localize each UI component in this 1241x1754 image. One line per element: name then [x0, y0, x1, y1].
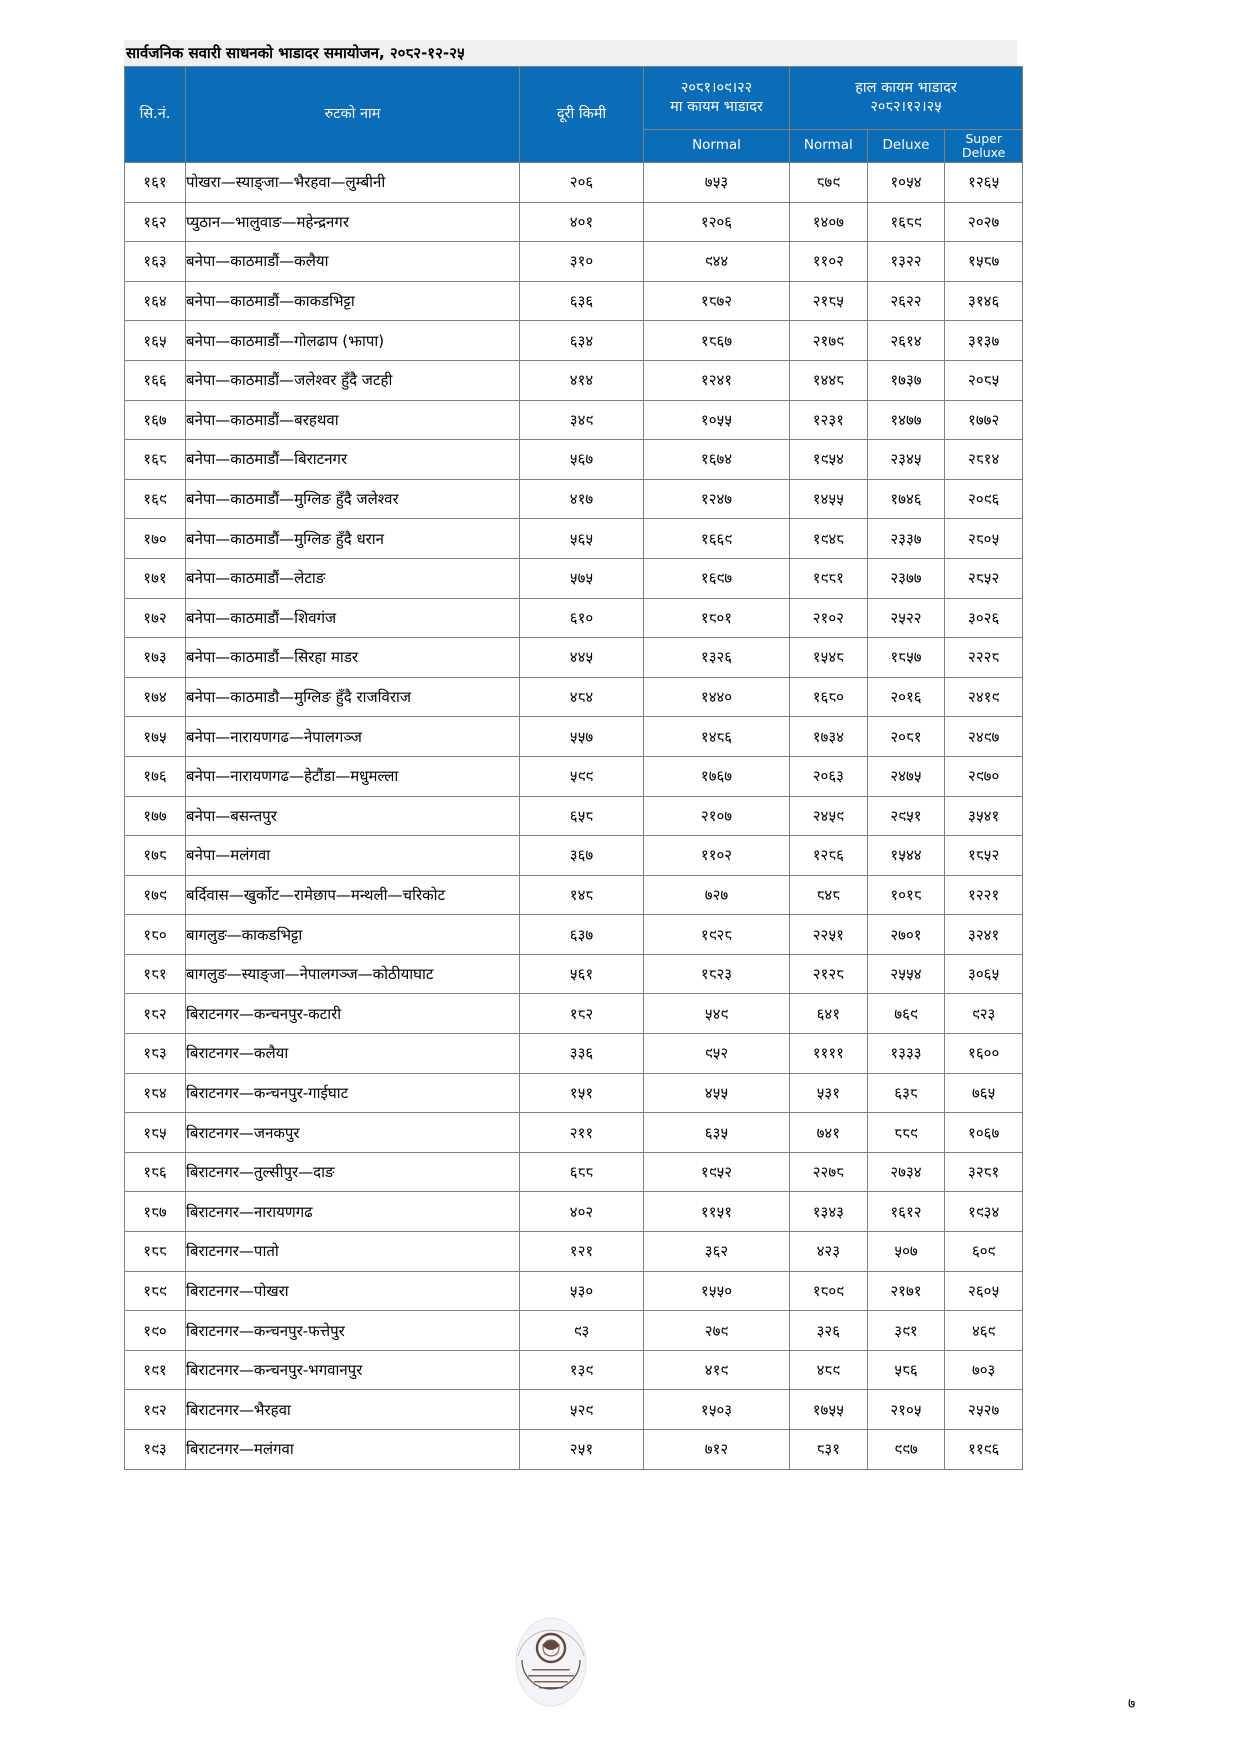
cell-old-normal-fare: १२४१ [644, 360, 790, 400]
cell-old-normal-fare: १६९७ [644, 558, 790, 598]
cell-distance: ५३० [520, 1271, 644, 1311]
cell-new-deluxe-fare: १७३७ [867, 360, 945, 400]
table-header [125, 67, 1023, 163]
cell-old-normal-fare: १५५० [644, 1271, 790, 1311]
cell-new-normal-fare: २०६३ [790, 756, 868, 796]
cell-new-normal-fare: ७४१ [790, 1113, 868, 1153]
cell-old-normal-fare: १८०१ [644, 598, 790, 638]
cell-old-normal-fare: १६६९ [644, 519, 790, 559]
column-header-new-normal: Normal [790, 130, 868, 163]
cell-distance: २११ [520, 1113, 644, 1153]
cell-new-deluxe-fare: २०८१ [867, 717, 945, 757]
cell-new-super-deluxe-fare: ११९६ [945, 1430, 1023, 1470]
cell-serial-number: १८२ [125, 994, 186, 1034]
cell-route-name: बिराटनगर—भैरहवा [186, 1390, 520, 1430]
cell-new-deluxe-fare: ५८६ [867, 1350, 945, 1390]
cell-serial-number: १७२ [125, 598, 186, 638]
cell-distance: ३३६ [520, 1034, 644, 1074]
cell-old-normal-fare: १५०३ [644, 1390, 790, 1430]
cell-route-name: बिराटनगर—पोखरा [186, 1271, 520, 1311]
cell-serial-number: १९३ [125, 1430, 186, 1470]
cell-new-deluxe-fare: १६१२ [867, 1192, 945, 1232]
cell-new-super-deluxe-fare: १७७२ [945, 400, 1023, 440]
page-title: सार्वजनिक सवारी साधनको भाडादर समायोजन, २०८२-१२-२५ [126, 43, 465, 62]
cell-new-normal-fare: २२७८ [790, 1152, 868, 1192]
cell-new-super-deluxe-fare: ३२८१ [945, 1152, 1023, 1192]
cell-old-normal-fare: १२०६ [644, 202, 790, 242]
table-row [125, 321, 1023, 361]
column-header-new-fare-group [790, 67, 1023, 130]
cell-serial-number: १७५ [125, 717, 186, 757]
table-row [125, 1073, 1023, 1113]
table-row [125, 519, 1023, 559]
cell-old-normal-fare: ९५२ [644, 1034, 790, 1074]
cell-route-name: बिराटनगर—तुल्सीपुर—दाङ [186, 1152, 520, 1192]
cell-route-name: बनेपा—काठमाडौं—कलैया [186, 242, 520, 282]
cell-serial-number: १८० [125, 915, 186, 955]
cell-new-super-deluxe-fare: ३०२६ [945, 598, 1023, 638]
cell-serial-number: १६४ [125, 281, 186, 321]
table-header-row-1 [125, 67, 1023, 130]
cell-distance: ३६७ [520, 836, 644, 876]
cell-new-deluxe-fare: २५५४ [867, 954, 945, 994]
table-row [125, 994, 1023, 1034]
table-row [125, 796, 1023, 836]
cell-new-super-deluxe-fare: ४६९ [945, 1311, 1023, 1351]
cell-serial-number: १८९ [125, 1271, 186, 1311]
cell-new-deluxe-fare: १७४६ [867, 479, 945, 519]
cell-route-name: बिराटनगर—कन्चनपुर-कटारी [186, 994, 520, 1034]
cell-serial-number: १६५ [125, 321, 186, 361]
cell-new-super-deluxe-fare: २६०५ [945, 1271, 1023, 1311]
cell-route-name: बिराटनगर—मलंगवा [186, 1430, 520, 1470]
table-row [125, 1152, 1023, 1192]
cell-new-super-deluxe-fare: ३१४६ [945, 281, 1023, 321]
cell-distance: ३१० [520, 242, 644, 282]
cell-new-normal-fare: १३४३ [790, 1192, 868, 1232]
column-header-new-super-deluxe: Super Deluxe [945, 130, 1023, 163]
cell-distance: ५६१ [520, 954, 644, 994]
cell-serial-number: १८८ [125, 1232, 186, 1272]
cell-route-name: बिराटनगर—जनकपुर [186, 1113, 520, 1153]
cell-new-super-deluxe-fare: १९३४ [945, 1192, 1023, 1232]
cell-new-deluxe-fare: २३३७ [867, 519, 945, 559]
cell-new-super-deluxe-fare: २४१९ [945, 677, 1023, 717]
cell-new-deluxe-fare: ७६९ [867, 994, 945, 1034]
cell-new-deluxe-fare: १६८९ [867, 202, 945, 242]
cell-new-normal-fare: १४४८ [790, 360, 868, 400]
cell-route-name: बनेपा—नारायणगढ—हेटौंडा—मधुमल्ला [186, 756, 520, 796]
cell-old-normal-fare: १९२८ [644, 915, 790, 955]
cell-serial-number: १९० [125, 1311, 186, 1351]
table-row [125, 677, 1023, 717]
column-header-route-name: रुटको नाम [186, 67, 520, 163]
cell-serial-number: १६३ [125, 242, 186, 282]
cell-serial-number: १७७ [125, 796, 186, 836]
cell-new-normal-fare: १४५५ [790, 479, 868, 519]
column-header-distance: दूरी किमी [520, 67, 644, 163]
cell-route-name: बनेपा—काठमाडौं—लेटाङ [186, 558, 520, 598]
cell-old-normal-fare: ७५३ [644, 163, 790, 203]
cell-serial-number: १६९ [125, 479, 186, 519]
cell-new-normal-fare: १९८१ [790, 558, 868, 598]
table-row [125, 1034, 1023, 1074]
cell-new-super-deluxe-fare: ३५४१ [945, 796, 1023, 836]
cell-new-deluxe-fare: २०१६ [867, 677, 945, 717]
cell-distance: १३९ [520, 1350, 644, 1390]
cell-new-super-deluxe-fare: १२२१ [945, 875, 1023, 915]
cell-new-deluxe-fare: १५४४ [867, 836, 945, 876]
table-row [125, 1350, 1023, 1390]
cell-new-super-deluxe-fare: २०२७ [945, 202, 1023, 242]
cell-new-deluxe-fare: २७०१ [867, 915, 945, 955]
table-row [125, 875, 1023, 915]
cell-route-name: बिराटनगर—कन्चनपुर-फत्तेपुर [186, 1311, 520, 1351]
cell-serial-number: १७६ [125, 756, 186, 796]
cell-new-deluxe-fare: २१०५ [867, 1390, 945, 1430]
table-row [125, 400, 1023, 440]
cell-old-normal-fare: १८६७ [644, 321, 790, 361]
cell-old-normal-fare: १७६७ [644, 756, 790, 796]
cell-new-super-deluxe-fare: ३२४१ [945, 915, 1023, 955]
cell-serial-number: १६८ [125, 440, 186, 480]
cell-serial-number: १८३ [125, 1034, 186, 1074]
cell-distance: ४०१ [520, 202, 644, 242]
cell-new-normal-fare: ११११ [790, 1034, 868, 1074]
cell-new-super-deluxe-fare: ७६५ [945, 1073, 1023, 1113]
table-row [125, 756, 1023, 796]
cell-distance: ४१४ [520, 360, 644, 400]
cell-serial-number: १६२ [125, 202, 186, 242]
cell-new-deluxe-fare: १८५७ [867, 638, 945, 678]
cell-route-name: बिराटनगर—नारायणगढ [186, 1192, 520, 1232]
cell-new-deluxe-fare: ३९१ [867, 1311, 945, 1351]
table-row [125, 836, 1023, 876]
cell-serial-number: १८७ [125, 1192, 186, 1232]
cell-distance: १५१ [520, 1073, 644, 1113]
table-row [125, 638, 1023, 678]
cell-new-super-deluxe-fare: १८५२ [945, 836, 1023, 876]
cell-serial-number: १६७ [125, 400, 186, 440]
cell-route-name: बनेपा—काठमाडौं—सिरहा माडर [186, 638, 520, 678]
cell-route-name: बिराटनगर—कन्चनपुर-भगवानपुर [186, 1350, 520, 1390]
cell-new-deluxe-fare: ९९७ [867, 1430, 945, 1470]
fare-table-container [124, 66, 1017, 1470]
table-body [125, 163, 1023, 1470]
cell-distance: २५१ [520, 1430, 644, 1470]
cell-old-normal-fare: ३६२ [644, 1232, 790, 1272]
cell-distance: ६३७ [520, 915, 644, 955]
table-row [125, 202, 1023, 242]
cell-new-normal-fare: २१२८ [790, 954, 868, 994]
cell-new-normal-fare: ४८९ [790, 1350, 868, 1390]
cell-new-super-deluxe-fare: ९२३ [945, 994, 1023, 1034]
cell-new-deluxe-fare: २४७५ [867, 756, 945, 796]
cell-route-name: बनेपा—नारायणगढ—नेपालगञ्ज [186, 717, 520, 757]
table-row [125, 440, 1023, 480]
cell-route-name: बनेपा—काठमाडौं—काकडभिट्टा [186, 281, 520, 321]
cell-new-deluxe-fare: १३३३ [867, 1034, 945, 1074]
fare-table [124, 66, 1023, 1470]
cell-new-normal-fare: ११०२ [790, 242, 868, 282]
cell-new-deluxe-fare: २६२२ [867, 281, 945, 321]
cell-new-super-deluxe-fare: ६०९ [945, 1232, 1023, 1272]
cell-new-deluxe-fare: ६३८ [867, 1073, 945, 1113]
cell-serial-number: १८४ [125, 1073, 186, 1113]
cell-serial-number: १७९ [125, 875, 186, 915]
cell-old-normal-fare: १०५५ [644, 400, 790, 440]
table-row [125, 717, 1023, 757]
table-row [125, 1271, 1023, 1311]
cell-new-super-deluxe-fare: १६०० [945, 1034, 1023, 1074]
cell-route-name: बनेपा—काठमाडौ—मुग्लिङ हुँदै राजविराज [186, 677, 520, 717]
cell-new-normal-fare: १२८६ [790, 836, 868, 876]
cell-serial-number: १८५ [125, 1113, 186, 1153]
cell-old-normal-fare: ७१२ [644, 1430, 790, 1470]
cell-route-name: बनेपा—काठमाडौं—जलेश्वर हुँदै जटही [186, 360, 520, 400]
cell-new-normal-fare: १६८० [790, 677, 868, 717]
cell-serial-number: १७४ [125, 677, 186, 717]
cell-route-name: पोखरा—स्याङ्जा—भैरहवा—लुम्बीनी [186, 163, 520, 203]
cell-new-normal-fare: ८७९ [790, 163, 868, 203]
column-header-new-deluxe: Deluxe [867, 130, 945, 163]
cell-new-super-deluxe-fare: २०८५ [945, 360, 1023, 400]
cell-serial-number: १९२ [125, 1390, 186, 1430]
cell-old-normal-fare: १९५२ [644, 1152, 790, 1192]
cell-old-normal-fare: ११०२ [644, 836, 790, 876]
cell-route-name: बनेपा—मलंगवा [186, 836, 520, 876]
table-row [125, 1232, 1023, 1272]
cell-route-name: प्युठान—भालुवाङ—महेन्द्रनगर [186, 202, 520, 242]
cell-route-name: बागलुङ—स्याङ्जा—नेपालगञ्ज—कोठीयाघाट [186, 954, 520, 994]
cell-new-normal-fare: ६४१ [790, 994, 868, 1034]
cell-route-name: बनेपा—बसन्तपुर [186, 796, 520, 836]
page-number: ७ [1128, 1696, 1136, 1712]
cell-old-normal-fare: ९४४ [644, 242, 790, 282]
new-fare-group-line-1: हाल कायम भाडादर [855, 80, 957, 97]
cell-route-name: बनेपा—काठमाडौं—शिवगंज [186, 598, 520, 638]
cell-distance: ५२९ [520, 1390, 644, 1430]
cell-distance: १८२ [520, 994, 644, 1034]
cell-old-normal-fare: १३२६ [644, 638, 790, 678]
table-row [125, 360, 1023, 400]
cell-serial-number: १८६ [125, 1152, 186, 1192]
cell-old-normal-fare: ४५५ [644, 1073, 790, 1113]
table-row [125, 1311, 1023, 1351]
cell-serial-number: १७० [125, 519, 186, 559]
cell-route-name: बिराटनगर—पातो [186, 1232, 520, 1272]
cell-new-super-deluxe-fare: १०६७ [945, 1113, 1023, 1153]
cell-new-super-deluxe-fare: २८१४ [945, 440, 1023, 480]
cell-new-super-deluxe-fare: २९७० [945, 756, 1023, 796]
cell-route-name: बनेपा—काठमाडौं—बरहथवा [186, 400, 520, 440]
cell-distance: ४०२ [520, 1192, 644, 1232]
cell-new-super-deluxe-fare: २४९७ [945, 717, 1023, 757]
cell-distance: ५७५ [520, 558, 644, 598]
cell-new-normal-fare: १८०९ [790, 1271, 868, 1311]
cell-new-normal-fare: ३२६ [790, 1311, 868, 1351]
table-row [125, 1192, 1023, 1232]
cell-new-deluxe-fare: १०१८ [867, 875, 945, 915]
cell-distance: ५६५ [520, 519, 644, 559]
cell-new-normal-fare: २१०२ [790, 598, 868, 638]
cell-route-name: बनेपा—काठमाडौं—मुग्लिङ हुँदै धरान [186, 519, 520, 559]
cell-new-normal-fare: ८३१ [790, 1430, 868, 1470]
cell-old-normal-fare: ६३५ [644, 1113, 790, 1153]
cell-new-super-deluxe-fare: ७०३ [945, 1350, 1023, 1390]
cell-old-normal-fare: १८७२ [644, 281, 790, 321]
cell-route-name: बिराटनगर—कलैया [186, 1034, 520, 1074]
table-row [125, 163, 1023, 203]
cell-old-normal-fare: २१०७ [644, 796, 790, 836]
column-header-serial-number: सि.नं. [125, 67, 186, 163]
cell-new-deluxe-fare: २७३४ [867, 1152, 945, 1192]
cell-old-normal-fare: १६७४ [644, 440, 790, 480]
cell-new-normal-fare: १९४८ [790, 519, 868, 559]
cell-new-super-deluxe-fare: १२६५ [945, 163, 1023, 203]
cell-distance: १२१ [520, 1232, 644, 1272]
cell-serial-number: १६१ [125, 163, 186, 203]
cell-distance: ६५८ [520, 796, 644, 836]
old-fare-group-line-2: मा कायम भाडादर [670, 99, 763, 115]
cell-old-normal-fare: १२४७ [644, 479, 790, 519]
cell-serial-number: १७३ [125, 638, 186, 678]
cell-new-super-deluxe-fare: ३१३७ [945, 321, 1023, 361]
cell-distance: ६१० [520, 598, 644, 638]
cell-distance: ६८८ [520, 1152, 644, 1192]
cell-new-super-deluxe-fare: १५८७ [945, 242, 1023, 282]
cell-new-super-deluxe-fare: ३०६५ [945, 954, 1023, 994]
table-row [125, 598, 1023, 638]
cell-new-super-deluxe-fare: २८५२ [945, 558, 1023, 598]
cell-serial-number: १९१ [125, 1350, 186, 1390]
cell-new-super-deluxe-fare: २०९६ [945, 479, 1023, 519]
cell-new-deluxe-fare: २५२२ [867, 598, 945, 638]
cell-distance: ४१७ [520, 479, 644, 519]
cell-distance: ६३६ [520, 281, 644, 321]
cell-route-name: बागलुङ—काकडभिट्टा [186, 915, 520, 955]
cell-route-name: बनेपा—काठमाडौं—गोलढाप (झापा) [186, 321, 520, 361]
cell-new-deluxe-fare: २१७१ [867, 1271, 945, 1311]
cell-old-normal-fare: ५४९ [644, 994, 790, 1034]
cell-new-deluxe-fare: २६१४ [867, 321, 945, 361]
cell-new-normal-fare: १९५४ [790, 440, 868, 480]
cell-new-normal-fare: १४०७ [790, 202, 868, 242]
cell-new-deluxe-fare: १०५४ [867, 163, 945, 203]
cell-new-super-deluxe-fare: २२२८ [945, 638, 1023, 678]
cell-new-normal-fare: २४५९ [790, 796, 868, 836]
table-row [125, 1390, 1023, 1430]
cell-old-normal-fare: ४१९ [644, 1350, 790, 1390]
cell-new-deluxe-fare: २३७७ [867, 558, 945, 598]
cell-distance: ४४५ [520, 638, 644, 678]
cell-serial-number: १८१ [125, 954, 186, 994]
nepal-government-seal-icon [508, 1612, 594, 1709]
cell-new-normal-fare: ४२३ [790, 1232, 868, 1272]
cell-new-deluxe-fare: ५०७ [867, 1232, 945, 1272]
cell-new-normal-fare: २१७९ [790, 321, 868, 361]
table-row [125, 558, 1023, 598]
cell-new-normal-fare: १५४८ [790, 638, 868, 678]
cell-distance: १४८ [520, 875, 644, 915]
cell-new-super-deluxe-fare: २५२७ [945, 1390, 1023, 1430]
cell-serial-number: १७१ [125, 558, 186, 598]
cell-old-normal-fare: १४४० [644, 677, 790, 717]
cell-new-normal-fare: २१८५ [790, 281, 868, 321]
cell-new-deluxe-fare: १४७७ [867, 400, 945, 440]
cell-distance: ५९९ [520, 756, 644, 796]
cell-serial-number: १७८ [125, 836, 186, 876]
cell-new-deluxe-fare: २९५१ [867, 796, 945, 836]
cell-route-name: बिराटनगर—कन्चनपुर-गाईघाट [186, 1073, 520, 1113]
document-title-band [124, 40, 1017, 66]
column-header-old-fare-group [644, 67, 790, 130]
cell-old-normal-fare: १४८६ [644, 717, 790, 757]
cell-old-normal-fare: ११५१ [644, 1192, 790, 1232]
table-row [125, 281, 1023, 321]
cell-new-deluxe-fare: १३२२ [867, 242, 945, 282]
cell-new-deluxe-fare: २३४५ [867, 440, 945, 480]
cell-distance: ९३ [520, 1311, 644, 1351]
cell-distance: ५५७ [520, 717, 644, 757]
cell-new-deluxe-fare: ८८९ [867, 1113, 945, 1153]
table-row [125, 1430, 1023, 1470]
cell-new-super-deluxe-fare: २८०५ [945, 519, 1023, 559]
old-fare-group-line-1: २०८१।०९।२२ [680, 80, 753, 97]
cell-new-normal-fare: २२५१ [790, 915, 868, 955]
cell-old-normal-fare: २७९ [644, 1311, 790, 1351]
cell-distance: ४८४ [520, 677, 644, 717]
new-fare-group-line-2: २०८२।१२।२५ [870, 99, 942, 115]
cell-new-normal-fare: ८४८ [790, 875, 868, 915]
table-row [125, 479, 1023, 519]
cell-old-normal-fare: १८२३ [644, 954, 790, 994]
cell-new-normal-fare: १२३१ [790, 400, 868, 440]
table-row [125, 1113, 1023, 1153]
cell-distance: ३४९ [520, 400, 644, 440]
table-row [125, 915, 1023, 955]
cell-new-normal-fare: ५३१ [790, 1073, 868, 1113]
cell-serial-number: १६६ [125, 360, 186, 400]
cell-distance: ५६७ [520, 440, 644, 480]
table-row [125, 242, 1023, 282]
cell-route-name: बर्दिवास—खुर्कोट—रामेछाप—मन्थली—चरिकोट [186, 875, 520, 915]
table-row [125, 954, 1023, 994]
cell-new-normal-fare: १७३४ [790, 717, 868, 757]
cell-route-name: बनेपा—काठमाडौं—मुग्लिङ हुँदै जलेश्वर [186, 479, 520, 519]
cell-route-name: बनेपा—काठमाडौं—बिराटनगर [186, 440, 520, 480]
cell-distance: ६३४ [520, 321, 644, 361]
cell-old-normal-fare: ७२७ [644, 875, 790, 915]
column-header-old-normal: Normal [644, 130, 790, 163]
cell-new-normal-fare: १७५५ [790, 1390, 868, 1430]
cell-distance: २०६ [520, 163, 644, 203]
